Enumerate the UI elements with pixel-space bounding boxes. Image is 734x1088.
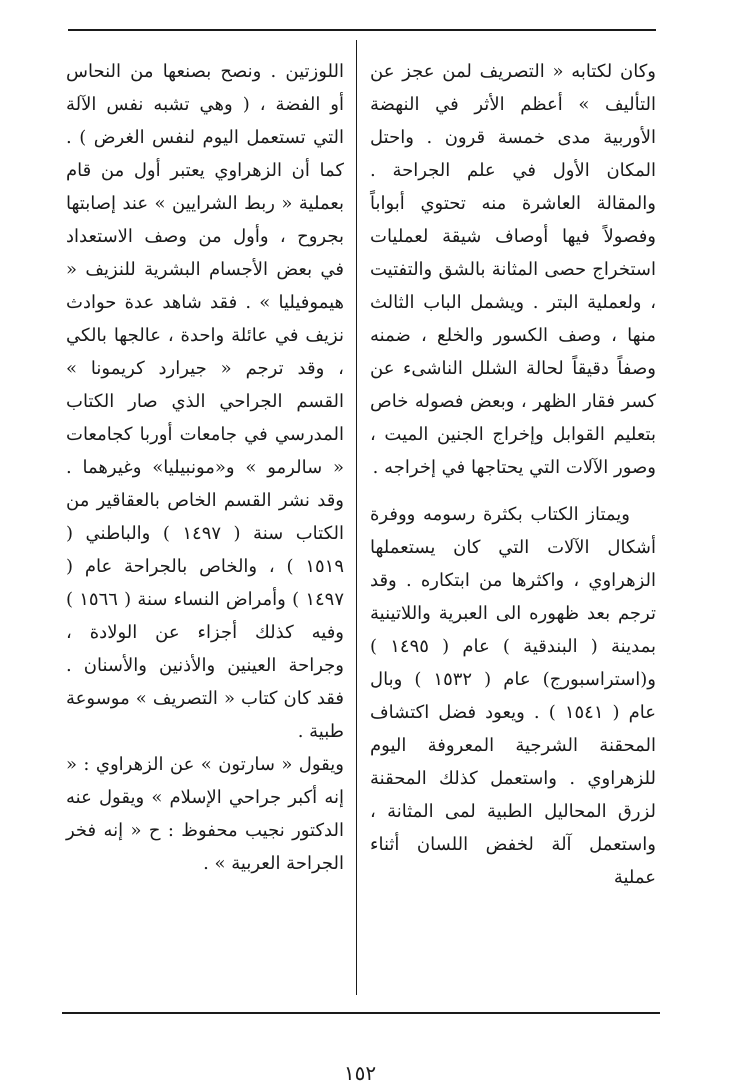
paragraph-left-2: ويقول « سارتون » عن الزهراوي : « إنه أكبر جراحي الإسلام » ويقول عنه الدكتور نجيب محفوظ : ح « إنه فخر الجراحة العربية » .: [66, 754, 344, 874]
left-text-column: [66, 55, 344, 880]
paragraph-left-1: اللوزتين . ونصح بصنعها من النحاس أو الفضة ، ( وهي تشبه نفس الآلة التي تستعمل اليوم لنفس الغرض ) . كما أن الزهراوي يعتبر أول من قام بعملية « ربط الشرايين » عند إصابتها بجروح ، وأول من وصف الاستعداد في بعض الأجسام البشرية للنزيف « هيموفيليا » . فقد شاهد عدة حوادث نزيف في عائلة واحدة ، عالجها بالكي ، وقد ترجم « جيرارد كريمونا » القسم الجراحي الذي صار الكتاب المدرسي في جامعات أوربا كجامعات « سالرمو » و«مونبيليا» وغيرهما . وقد نشر القسم الخاص بالعقاقير من الكتاب سنة ( ١٤٩٧ ) والباطني ( ١٥١٩ ) ، والخاص بالجراحة عام ( ١٤٩٧ ) وأمراض النساء سنة ( ١٥٦٦ ) وفيه كذلك أجزاء عن الولادة ، وجراحة العينين والأذنين والأسنان . فقد كان كتاب « التصريف » موسوعة طبية .: [66, 61, 344, 742]
page-number: ١٥٢: [343, 1061, 377, 1085]
right-text-column: [370, 55, 656, 894]
column-divider: [356, 40, 357, 995]
paragraph-right-2: ويمتاز الكتاب بكثرة رسومه ووفرة أشكال الآلات التي كان يستعملها الزهراوي ، واكثرها من ابتكاره . وقد ترجم بعد ظهوره الى العبرية واللاتينية بمدينة ( البندقية ) عام ( ١٤٩٥ ) و(استراسبورج) عام ( ١٥٣٢ ) وبال عام ( ١٥٤١ ) . ويعود فضل اكتشاف المحقنة الشرجية المعروفة اليوم للزهراوي . واستعمل كذلك المحقنة لزرق المحاليل الطبية لمى المثانة ، واستعمل آلة لخفض اللسان أثناء عملية: [370, 504, 656, 888]
paragraph-right-1: وكان لكتابه « التصريف لمن عجز عن التأليف » أعظم الأثر في النهضة الأوربية مدى خمسة قرون . واحتل المكان الأول في علم الجراحة . والمقالة العاشرة منه تحتوي أبواباً وفصولاً فيها أوصاف شيقة لعمليات استخراج حصى المثانة بالشق والتفتيت ، ولعملية البتر . ويشمل الباب الثالث منها ، وصف الكسور والخلع ، ضمنه وصفاً دقيقاً لحالة الشلل الناشىء عن كسر فقار الظهر ، وبعض فصوله خاص بتعليم القوابل وإخراج الجنين الميت ، وصور الآلات التي يحتاجها في إخراجه .: [370, 61, 656, 478]
bottom-rule: [62, 1012, 660, 1014]
top-rule: [68, 29, 656, 31]
